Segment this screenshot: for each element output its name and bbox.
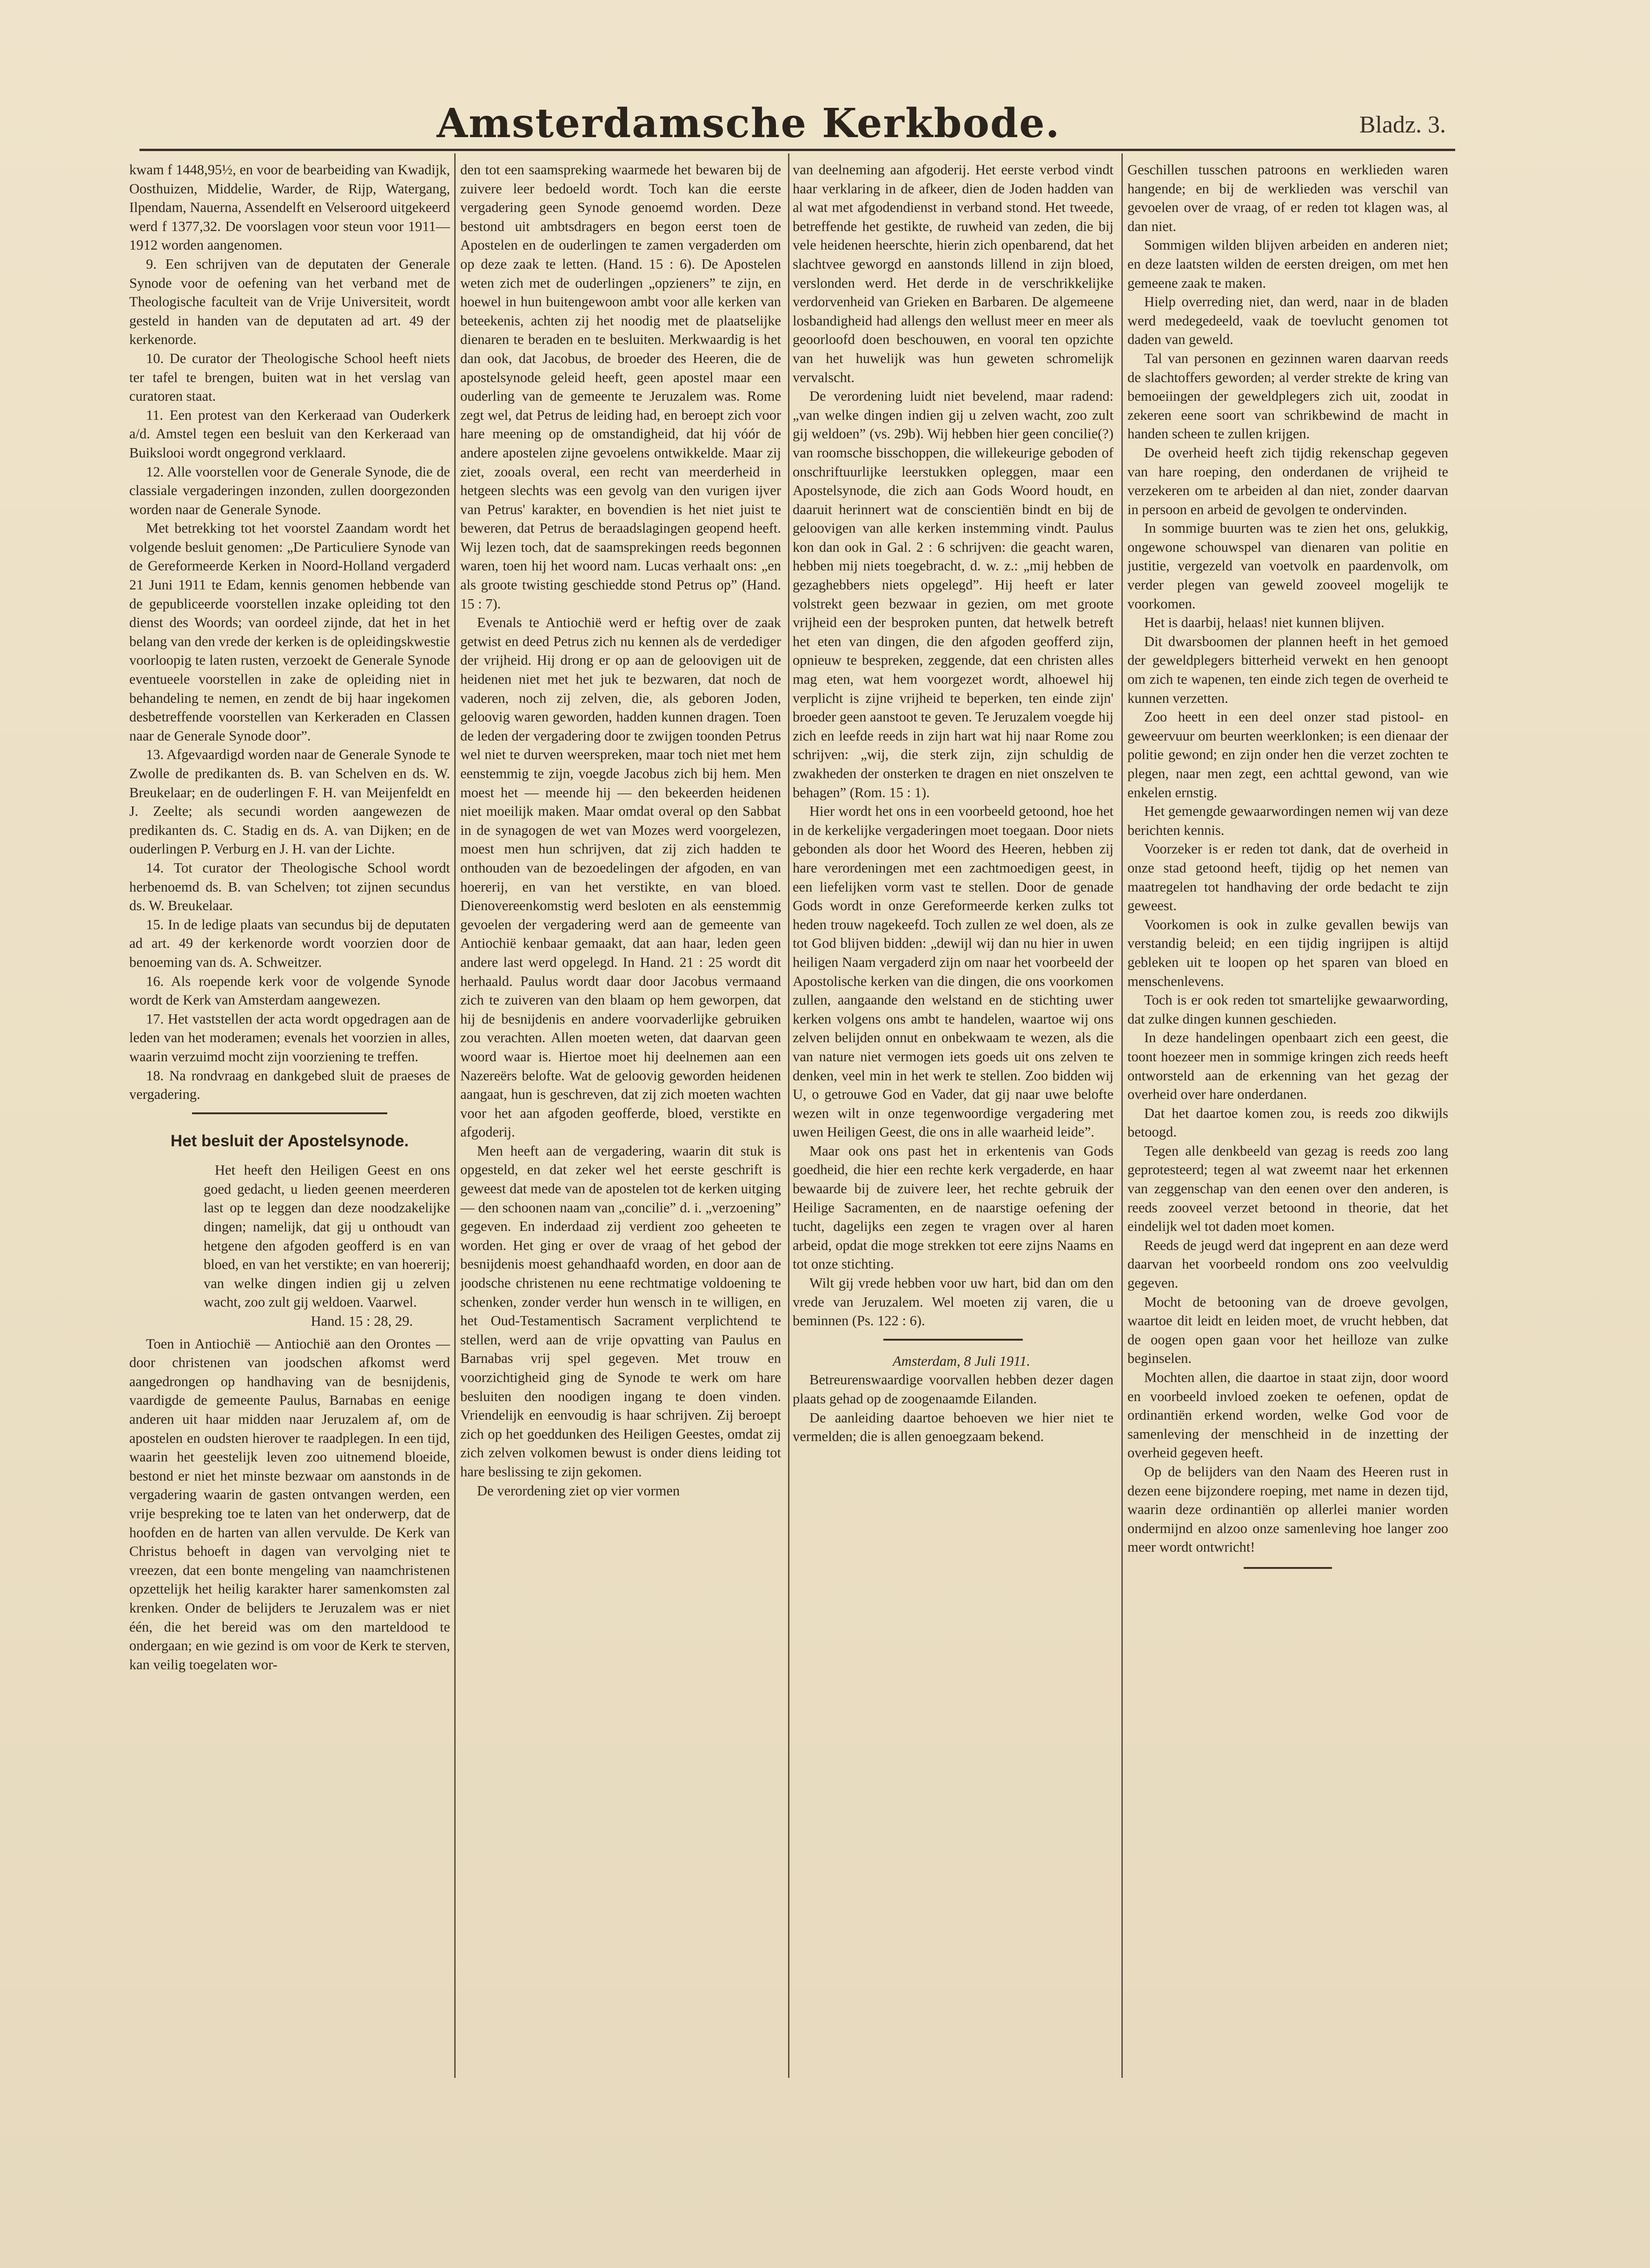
column-3 — [793, 160, 1113, 2089]
section-separator — [883, 1339, 1023, 1341]
paragraph: Betreurenswaardige voorvallen hebben dezer dagen plaats gehad op de zoogenaamde Eilanden. — [793, 1372, 1113, 1407]
article-heading: Het besluit der Apostelsynode. — [170, 1131, 409, 1150]
quote-reference: Hand. 15 : 28, 29. — [311, 1313, 413, 1329]
paragraph: Wilt gij vrede hebben voor uw hart, bid dan om den vrede van Jeruzalem. Wel moeten zij varen, die u beminnen (Ps. 122 : 6). — [793, 1275, 1113, 1329]
paragraph: Tegen alle denkbeeld van gezag is reeds zoo lang geprotesteerd; tegen al wat zweemt naar het erkennen van zeggenschap van den eenen over den anderen, is reeds zooveel verzet betoond in theorie, dat het eindelijk wel tot daden moet komen. — [1127, 1143, 1448, 1235]
paragraph: Voorzeker is er reden tot dank, dat de overheid in onze stad getoond heeft, tijdig op het nemen van maatregelen tot handhaving der orde bedacht te zijn geweest. — [1127, 841, 1448, 914]
quote-text: Het heeft den Heiligen Geest en ons goed gedacht, u lieden geenen meerderen last op te leggen dan deze noodzakelijke dingen; namelijk, dat gij u onthoudt van hetgene den afgoden geofferd is en van bloed, en van het verstikte; en van hoererij; van welke dingen indien gij u zelven wacht, zoo zult gij weldoen. Vaarwel. — [204, 1162, 450, 1310]
paragraph: Op de belijders van den Naam des Heeren rust in dezen eene bijzondere roeping, met name in dezen tijd, waarin deze ordinantiën op allerlei manier worden ondermijnd en alzoo onze samenleving hoe langer zoo meer wordt ontwricht! — [1127, 1463, 1448, 1555]
paragraph: Maar ook ons past het in erkentenis van Gods goedheid, die hier een rechte kerk vergaderde, en haar bewaarde bij de zuivere leer, het rechte gebruik der Heilige Sacramenten, en de naarstige oefening der tucht, dagelijks een zegen te vragen over al haren arbeid, opdat die moge strekken tot eere zijns Naams en tot onze stichting. — [793, 1143, 1113, 1272]
masthead-title: Amsterdamsche Kerkbode. — [437, 100, 1060, 147]
scripture-quote — [204, 1161, 450, 1330]
masthead-rule — [139, 149, 1455, 151]
paragraph: De aanleiding daartoe behoeven we hier niet te vermelden; die is allen genoegzaam bekend. — [793, 1409, 1113, 1445]
column-divider — [1121, 153, 1123, 2078]
paragraph: Dat het daartoe komen zou, is reeds zoo dikwijls betoogd. — [1127, 1105, 1448, 1140]
paragraph: 13. Afgevaardigd worden naar de Generale Synode te Zwolle de predikanten ds. B. van Schelven en ds. W. Breukelaar; en de ouderlingen F. H. van Meijenfeldt en J. Zeelte; als secundi worden aangewezen de predikanten ds. C. Stadig en ds. A. van Dijken; en de ouderlingen P. Verburg en J. H. van der Lichte. — [129, 747, 450, 857]
paragraph: Dit dwarsboomen der plannen heeft in het gemoed der geweldplegers bitterheid verwekt en hen genoopt om zich te wapenen, ten einde zich tegen de overheid te kunnen verzetten. — [1127, 633, 1448, 706]
paragraph: Toen in Antiochië — Antiochië aan den Orontes — door christenen van joodschen afkomst werd aangedrongen op handhaving van de besnijdenis, vaardigde de gemeente Paulus, Barnabas en eenige anderen uit haar midden naar Jeruzalem af, om de apostelen en oudsten hierover te raadplegen. In een tijd, waarin het geestelijk leven zoo uitnemend bloeide, bestond er niet het minste bezwaar om aanstonds in de vergadering waarin de gasten ontvangen werden, een vrije bespreking toe te laten van het onderwerp, dat de hoofden en de harten van allen vervulde. De Kerk van Christus behoeft in dagen van vervolging niet te vreezen, dat een bonte mengeling van naamchristenen opzettelijk het heilig karakter harer samenkomsten zal krenken. Onder de belijders te Jeruzalem was er niet één, die het bereid was om den marteldood te ondergaan; en wie gezind is om voor de Kerk te sterven, kan veilig toegelaten wor- — [129, 1336, 450, 1673]
paragraph: Tal van personen en gezinnen waren daarvan reeds de slachtoffers geworden; al verder strekte de kring van bemoeiingen der geweldplegers zich uit, zoodat in zekeren eene soort van schrikbewind de macht in handen scheen te zullen krijgen. — [1127, 350, 1448, 442]
dateline: Amsterdam, 8 Juli 1911. — [893, 1353, 1030, 1369]
paragraph: Hielp overreding niet, dan werd, naar in de bladen werd medegedeeld, vaak de toevlucht genomen tot daden van geweld. — [1127, 294, 1448, 348]
paragraph: Evenals te Antiochië werd er heftig over de zaak getwist en deed Petrus zich nu kennen als de verdediger der vrijheid. Hij drong er op aan de geloovigen uit de heidenen niet met het juk te bezwaren, dat noch de vaderen, noch zij zelven, die, als geboren Joden, geloovig waren geworden, hadden kunnen dragen. Toen de leden der vergadering door te zwijgen toonden Petrus wel niet te durven weerspreken, maar toch niet met hem eenstemmig te zijn, voegde Jacobus zich bij hem. Men moest het — meende hij — den bekeerden heidenen niet moeilijk maken. Maar omdat overal op den Sabbat in de synagogen de wet van Mozes werd voorgelezen, moest men hun schrijven, dat zij zich hadden te onthouden van de bezoedelingen der afgoden, en van hoererij, en van het verstikte, en van bloed. Dienovereenkomstig werd besloten en als eenstemmig gevoelen der vergadering werd aan de gemeente van Antiochië kenbaar gemaakt, dat aan haar, leden geen andere last werd opgelegd. In Hand. 21 : 25 wordt dit herhaald. Paulus wordt daar door Jacobus vermaand zich te zuiveren van den blaam op hem geworpen, dat hij de besnijdenis en andere voorvaderlijke gebruiken zou verachten. Allen moeten weten, dat daarvan geen woord waar is. Hiertoe moet hij deelnemen aan een Nazereërs belofte. Wat de geloovig geworden heidenen aangaat, hun is geschreven, dat zij zich moeten wachten voor het aan afgoden geofferde, bloed, verstikte en afgoderij. — [460, 615, 781, 1140]
section-separator — [192, 1112, 387, 1114]
paragraph: 15. In de ledige plaats van secundus bij de deputaten ad art. 49 der kerkenorde wordt voorzien door de benoeming van ds. A. Schweitzer. — [129, 916, 450, 970]
paragraph: Hier wordt het ons in een voorbeeld getoond, hoe het in de kerkelijke vergaderingen moet toegaan. Door niets gebonden als door het Woord des Heeren, hebben zij hare verordeningen met een zachtmoedigen geest, in een liefelijken vorm vast te stellen. Door de genade Gods wordt in onze Gereformeerde kerken zulks tot heden trouw nagekeefd. Toch zullen ze wel doen, als ze tot God blijven bidden: „dewijl wij dan nu hier in uwen heiligen Naam vergaderd zijn om naar het voorbeeld der Apostolische kerken van die dingen, die ons voorkomen zullen, aangaande den welstand en de stichting uwer kerken volgens ons ambt te handelen, waartoe wij ons zelven belijden onnut en onbekwaam te wezen, als die van nature niet vermogen iets goeds uit ons zelven te denken, veel min in het werk te stellen. Zoo bidden wij U, o getrouwe God en Vader, dat gij naar uwe belofte wezen wilt in onze tegenwoordige vergadering met uwen Heiligen Geest, die ons in alle waarheid leide”. — [793, 803, 1113, 1140]
paragraph: 11. Een protest van den Kerkeraad van Ouderkerk a/d. Amstel tegen een besluit van den Kerkeraad van Buikslooi wordt ongegrond verklaard. — [129, 407, 450, 461]
paragraph: Men heeft aan de vergadering, waarin dit stuk is opgesteld, en dat zeker wel het eerste geschrift is geweest dat mede van de apostelen tot de kerken uitging — den schoonen naam van „concilie” d. i. „verzoening” gegeven. En inderdaad zij verdient zoo geheeten te worden. Het ging er over de vraag of het gebod der besnijdenis moest gehandhaafd worden, en door aan de joodsche christenen nu eene rechtmatige voldoening te schenken, zonder verder hun wensch in te willigen, en het Oud-Testamentisch Sacrament verplichtend te stellen, werd aan de vrije opvatting van Paulus en Barnabas vrij spel gegeven. Met trouw en voorzichtigheid ging de Synode te werk om hare besluiten den noodigen ingang te doen vinden. Vriendelijk en eenvoudig is haar schrijven. Zij beroept zich op het goeddunken des Heiligen Geestes, omdat zij zich zelven volkomen bewust is onder diens leiding tot hare beslissing te zijn gekomen. — [460, 1143, 781, 1480]
paragraph: Mocht de betooning van de droeve gevolgen, waartoe dit leidt en leiden moet, de vrucht hebben, dat de oogen open gaan voor het heilloze van zulke beginselen. — [1127, 1294, 1448, 1367]
paragraph: In sommige buurten was te zien het ons, gelukkig, ongewone schouwspel van dienaren van politie en justitie, vergezeld van voetvolk en paardenvolk, om verder plegen van geweld zooveel mogelijk te voorkomen. — [1127, 520, 1448, 612]
paragraph: 10. De curator der Theologische School heeft niets ter tafel te brengen, buiten wat in het verslag van curatoren staat. — [129, 350, 450, 404]
paragraph: De overheid heeft zich tijdig rekenschap gegeven van hare roeping, den onderdanen de vrijheid te verzekeren om te arbeiden al dan niet, zonder daarvan in persoon en arbeid de gevolgen te ondervinden. — [1127, 444, 1448, 517]
paragraph: Met betrekking tot het voorstel Zaandam wordt het volgende besluit genomen: „De Particuliere Synode van de Gereformeerde Kerken in Noord-Holland vergaderd 21 Juni 1911 te Edam, kennis genomen hebbende van de gepubliceerde voorstellen inzake opleiding tot den dienst des Woords; van oordeel zijnde, dat het in het belang van den vrede der kerken is de opleidingskwestie voorloopig te laten rusten, verzoekt de Generale Synode eventueele voorstellen in zake de opleiding niet in behandeling te nemen, en zendt de bij haar ingekomen desbetreffende voorstellen van Kerkeraden en Classen naar de Generale Synode door”. — [129, 520, 450, 744]
column-divider — [788, 153, 789, 2078]
paragraph: Toch is er ook reden tot smartelijke gewaarwording, dat zulke dingen kunnen geschieden. — [1127, 992, 1448, 1027]
paragraph: van deelneming aan afgoderij. Het eerste verbod vindt haar verklaring in de afkeer, dien de Joden hadden van al wat met afgodendienst in verband stond. Het tweede, betreffende het gestikte, de ruwheid van zeden, die bij vele heidenen heerschte, hierin zich openbarend, dat het slachtvee geworgd en aanstonds lillend in zijn bloed, verslonden werd. Het derde in de verschrikkelijke verdorvenheid van Grieken en Barbaren. De algemeene losbandigheid had allengs den wellust meer en meer als geoorloofd doen beschouwen, en vooral ten opzichte van het huwelijk was hun geweten schromelijk vervalscht. — [793, 162, 1113, 385]
masthead — [139, 100, 1455, 151]
paragraph: 14. Tot curator der Theologische School wordt herbenoemd ds. B. van Schelven; tot zijnen secundus ds. W. Breukelaar. — [129, 860, 450, 914]
paragraph: In deze handelingen openbaart zich een geest, die toont hoezeer men in sommige kringen zich reeds heeft ontworsteld aan de erkenning van het gezag der overheid over hare onderdanen. — [1127, 1030, 1448, 1103]
paragraph: kwam f 1448,95½, en voor de bearbeiding van Kwadijk, Oosthuizen, Middelie, Warder, de Rijp, Watergang, Ilpendam, Nauerna, Assendelft en Velseroord uitgekeerd werd f 1377,32. De voorslagen voor steun voor 1911—1912 worden aangenomen. — [129, 162, 450, 253]
paragraph: 12. Alle voorstellen voor de Generale Synode, die de classiale vergaderingen inzonden, zullen doorgezonden worden naar de Generale Synode. — [129, 463, 450, 517]
paragraph: Geschillen tusschen patroons en werklieden waren hangende; en bij de werklieden was verschil van gevoelen over de vraag, of er reden tot klagen was, al dan niet. — [1127, 162, 1448, 234]
paragraph: 18. Na rondvraag en dankgebed sluit de praeses de vergadering. — [129, 1067, 450, 1103]
paragraph: 9. Een schrijven van de deputaten der Generale Synode voor de oefening van het verband met de Theologische faculteit van de Vrije Universiteit, wordt gesteld in handen van de deputaten ad art. 49 der kerkenorde. — [129, 256, 450, 348]
paragraph: Voorkomen is ook in zulke gevallen bewijs van verstandig beleid; en een tijdig ingrijpen is altijd gebleken uit te loopen op het sparen van bloed en menschenlevens. — [1127, 916, 1448, 989]
column-2 — [460, 160, 781, 2089]
paragraph: De verordening ziet op vier vormen — [477, 1482, 680, 1499]
paragraph: Zoo heett in een deel onzer stad pistool- en geweervuur om beurten weerklonken; is een dienaar der politie gewond; en zijn onder hen die verzet zochten te plegen, naar men zegt, een achttal gewond, van wie enkelen ernstig. — [1127, 709, 1448, 800]
page-number: Bladz. 3. — [1359, 112, 1446, 138]
end-rule — [1244, 1567, 1332, 1569]
paragraph: Het is daarbij, helaas! niet kunnen blijven. — [1144, 615, 1385, 631]
column-1 — [129, 160, 450, 2089]
paragraph: 17. Het vaststellen der acta wordt opgedragen aan de leden van het moderamen; evenals het voorzien in alles, waarin verzuimd mocht zijn voorziening te treffen. — [129, 1011, 450, 1065]
paragraph: Sommigen wilden blijven arbeiden en anderen niet; en deze laatsten wilden de eersten dreigen, om met hen gemeene zaak te maken. — [1127, 237, 1448, 291]
paragraph: 16. Als roepende kerk voor de volgende Synode wordt de Kerk van Amsterdam aangewezen. — [129, 973, 450, 1008]
paragraph: De verordening luidt niet bevelend, maar radend: „van welke dingen indien gij u zelven wacht, zoo zult gij weldoen” (vs. 29b). Wij hebben hier geen concilie(?) van roomsche bisschoppen, die willekeurige geboden of onschriftuurlijke leerstukken opleggen, maar een Apostelsynode, die zich aan Gods Woord houdt, en daaruit herinnert wat de conscientiën bindt en bij de geloovigen van alle kerken instemming vindt. Paulus kon dan ook in Gal. 2 : 6 schrijven: die geacht waren, hebben mij niets toegebracht, d. w. z.: „mij hebben de gezaghebbers niets opgelegd”. Hij heeft er later volstrekt geen bezwaar in gezien, om met groote vrijheid een der besproken punten, dat hetwelk betreft het eten van dingen, die den afgoden geofferd zijn, opnieuw te bespreken, zeggende, dat een christen alles mag eten, wat hem voorgezet wordt, alhoewel hij verplicht is zijne vrijheid te beperken, ten einde zijn' broeder geen aanstoot te geven. Te Jeruzalem voegde hij zich en leefde reeds in zijn hart wat hij naar Rome zou schrijven: „wij, die sterk zijn, zijn schuldig de zwakheden der onsterken te dragen en niet onszelven te behagen” (Rom. 15 : 1). — [793, 388, 1113, 800]
paragraph: den tot een saamspreking waarmede het bewaren bij de zuivere leer bedoeld wordt. Toch kan die eerste vergadering geen Synode genoemd worden. Deze bestond uit ambtsdragers en begon eerst toen de Apostelen en de ouderlingen te zamen vergaderden om op deze zaak te letten. (Hand. 15 : 6). De Apostelen weten zich met de ouderlingen „opzieners” te zijn, en hoewel in hun buitengewoon ambt voor alle kerken van beteekenis, achten zij het noodig met de plaatselijke dienaren te beraden en te besluiten. Merkwaardig is het dan ook, dat Jacobus, de broeder des Heeren, die de apostelsynode geleid heeft, geen apostel maar een ouderling van de gemeente te Jeruzalem was. Rome zegt wel, dat Petrus de leiding had, en beroept zich voor hare meening op de omstandigheid, dat hij vóór de andere apostelen zijne gevoelens ontwikkelde. Maar zij ziet, zooals overal, een recht van meerderheid in hetgeen slechts was een gevolg van den vurigen ijver van Petrus' karakter, en bovendien is het niet juist te beweren, dat Petrus de beraadslagingen geopend heeft. Wij lezen toch, dat de saamsprekingen reeds begonnen waren, toen hij het woord nam. Lucas verhaalt ons: „en als groote twisting geschiedde stond Petrus op” (Hand. 15 : 7). — [460, 162, 781, 612]
column-4 — [1127, 160, 1448, 2089]
paragraph: Het gemengde gewaarwordingen nemen wij van deze berichten kennis. — [1127, 803, 1448, 838]
paragraph: Mochten allen, die daartoe in staat zijn, door woord en voorbeeld invloed zoeken te oefenen, opdat de ordinantiën erkend worden, welke God voor de samenleving der menschheid in de inzetting der overheid gegeven heeft. — [1127, 1369, 1448, 1461]
paragraph: Reeds de jeugd werd dat ingeprent en aan deze werd daarvan het voorbeeld rondom ons zoo veelvuldig gegeven. — [1127, 1237, 1448, 1291]
column-divider — [454, 153, 456, 2078]
